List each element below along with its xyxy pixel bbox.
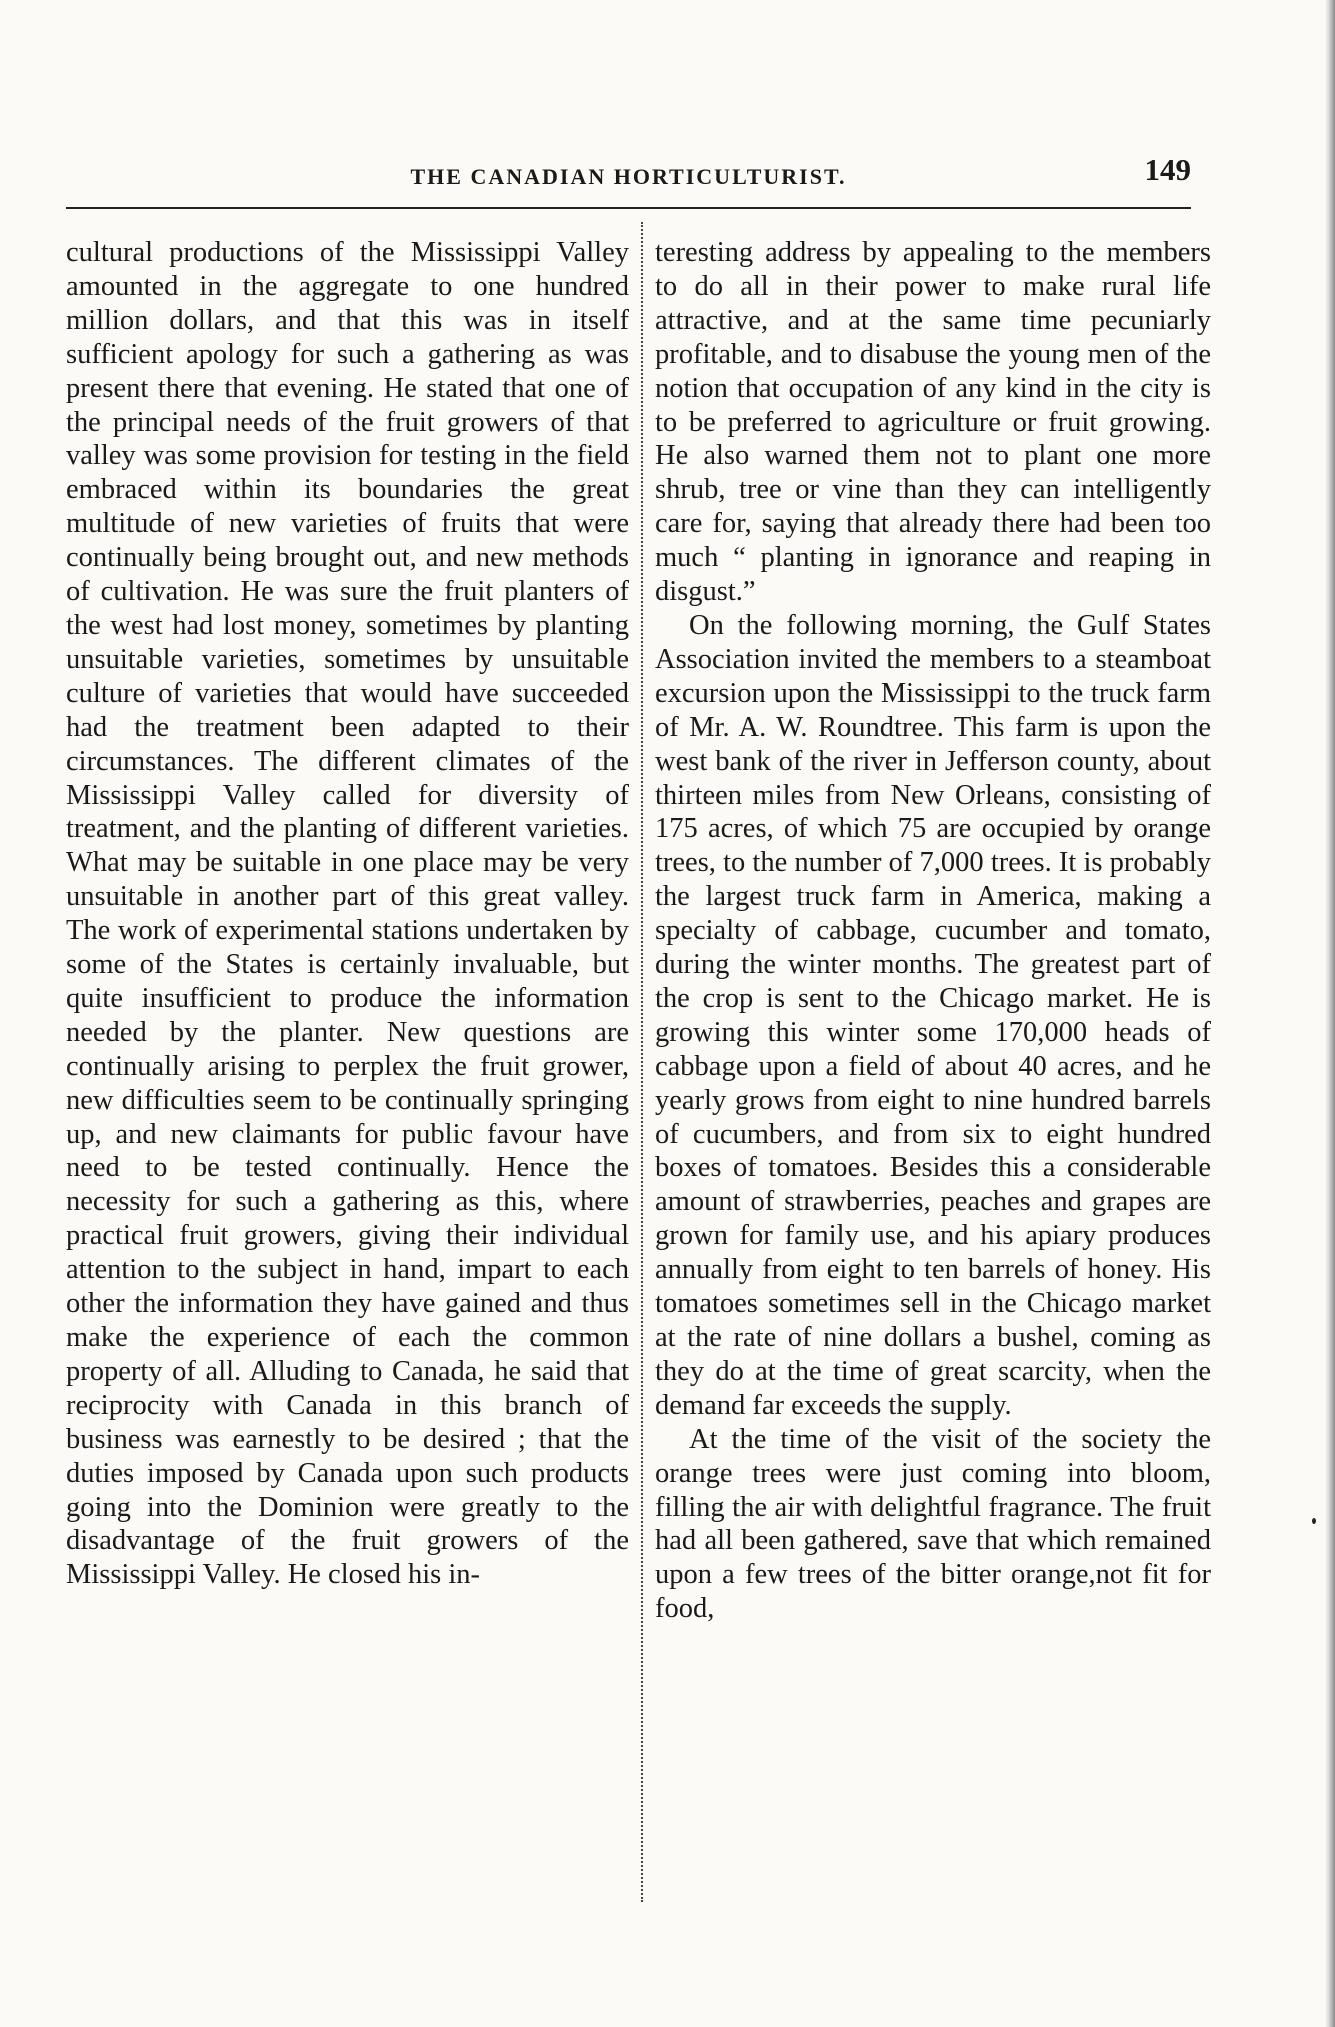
- right-paragraph-1: teresting address by appealing to the members to do all in their power to make rural life attractive, and at the same time pecuniarly profitable, and to disabuse the young men of the notion that occupation of any kind in the city is to be preferred to agriculture or fruit growing. He also warned them not to plant one more shrub, tree or vine than they can intelligently care for, saying that already there had been too much “ planting in ignorance and reaping in disgust.”: [655, 237, 1211, 608]
- running-title: THE CANADIAN HORTICULTURIST.: [410, 164, 847, 189]
- header-rule: [66, 207, 1191, 209]
- right-paragraph-3: At the time of the visit of the society the orange trees were just coming into bloom, filling the air with delightful fragrance. The fruit had all been gathered, save that which remained upon a few trees of the bitter orange,not fit for food,: [655, 1423, 1211, 1625]
- left-paragraph-1: cultural productions of the Mississippi Valley amounted in the aggregate to one hundred million dollars, and that this was in itself sufficient apology for such a gathering as was present there that evening. He stated that one of the principal needs of the fruit growers of that valley was some provision for testing in the field embraced within its boundaries the great multitude of new varieties of fruits that were continually being brought out, and new methods of cultivation. He was sure the fruit planters of the west had lost money, sometimes by planting unsuitable varieties, sometimes by unsuitable culture of varieties that would have succeeded had the treatment been adapted to their circumstances. The different climates of the Mississippi Valley called for diversity of treatment, and the planting of different varieties. What may be suitable in one place may be very unsuitable in another part of this great valley. The work of experimental stations undertaken by some of the States is certainly invaluable, but quite insufficient to produce the information needed by the planter. New questions are continually arising to perplex the fruit grower, new difficulties seem to be continually springing up, and new claimants for public favour have need to be tested continually. Hence the necessity for such a gathering as this, where practical fruit growers, giving their individual attention to the subject in hand, impart to each other the information they have gained and thus make the experience of each the common property of all. Alluding to Canada, he said that reciprocity with Canada in this branch of business was earnestly to be desired ; that the duties imposed by Canada upon such products going into the Dominion were greatly to the disadvantage of the fruit growers of the Mississippi Valley. He closed his in-: [66, 237, 629, 1591]
- page-header: [66, 148, 1191, 198]
- right-column: [655, 236, 1211, 1626]
- column-divider: [641, 222, 643, 1902]
- page-number: 149: [1144, 152, 1191, 187]
- right-paragraph-2: On the following morning, the Gulf States Association invited the members to a steamboat excursion upon the Mississippi to the truck farm of Mr. A. W. Roundtree. This farm is upon the west bank of the river in Jefferson county, about thirteen miles from New Orleans, consisting of 175 acres, of which 75 are occupied by orange trees, to the number of 7,000 trees. It is probably the largest truck farm in America, making a specialty of cabbage, cucumber and tomato, during the winter months. The greatest part of the crop is sent to the Chicago market. He is growing this winter some 170,000 heads of cabbage upon a field of about 40 acres, and he yearly grows from eight to nine hundred barrels of cucumbers, and from six to eight hundred boxes of tomatoes. Besides this a considerable amount of strawberries, peaches and grapes are grown for family use, and his apiary produces annually from eight to ten barrels of honey. His tomatoes sometimes sell in the Chicago market at the rate of nine dollars a bushel, coming as they do at the time of great scarcity, when the demand far exceeds the supply.: [655, 609, 1211, 1421]
- page-edge-shadow: [1325, 0, 1335, 2027]
- left-column: [66, 236, 629, 1592]
- ink-speck: [1312, 1518, 1316, 1524]
